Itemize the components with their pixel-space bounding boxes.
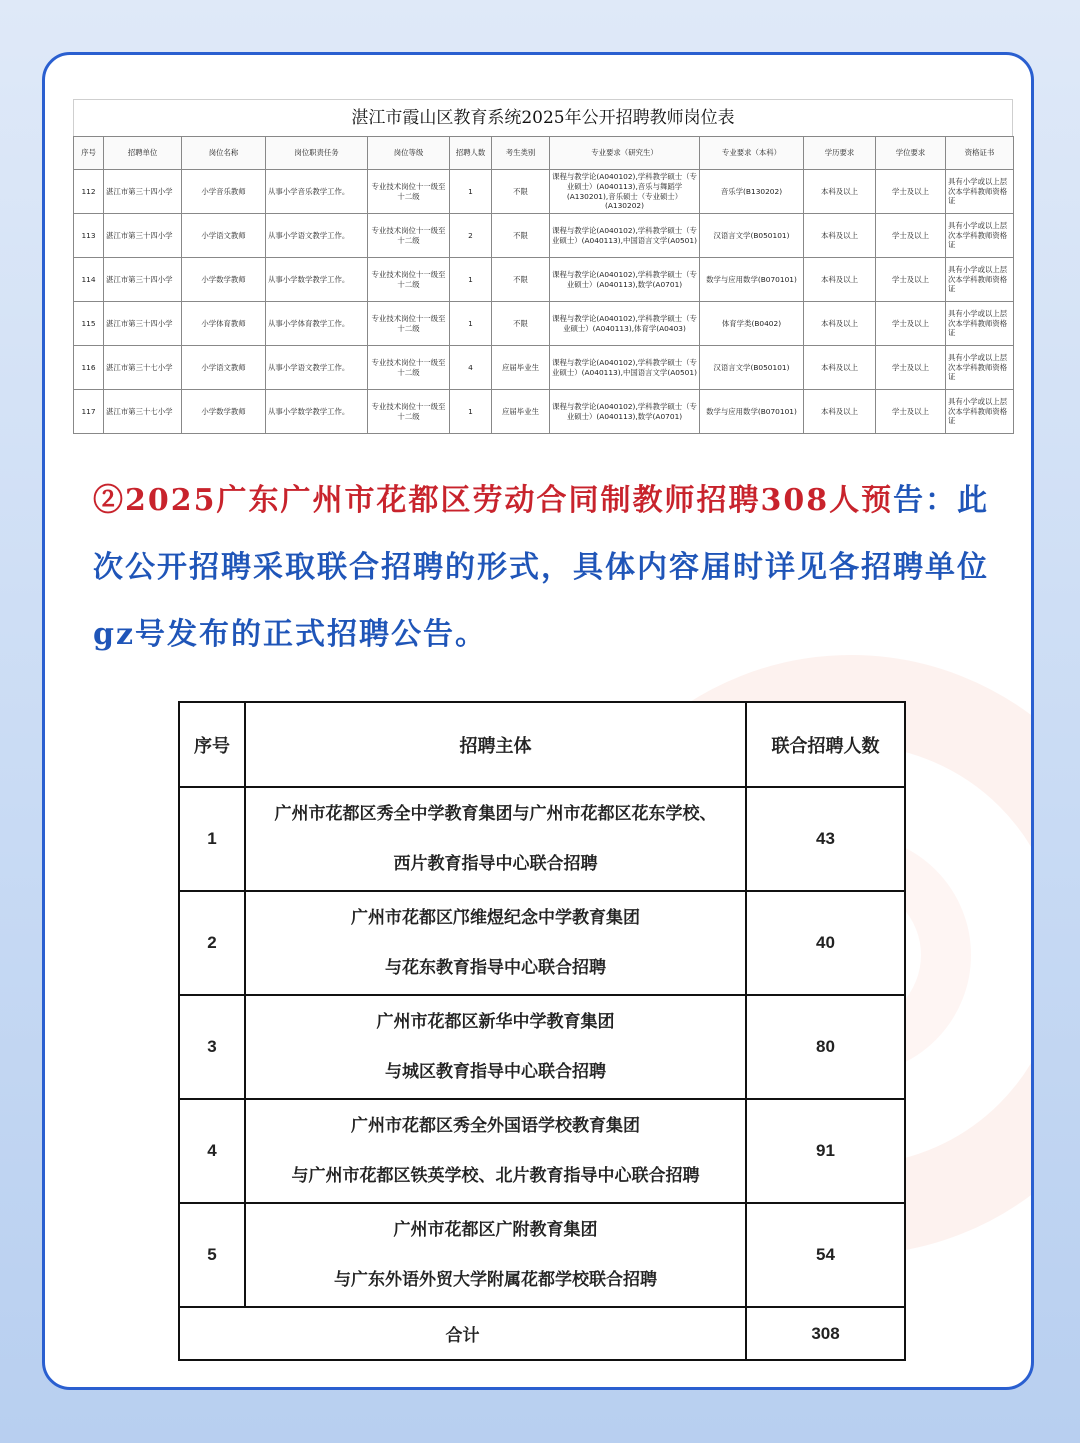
table-row [179, 1099, 905, 1203]
cell: 112 [74, 170, 104, 214]
cell: 小学语文教师 [182, 346, 266, 390]
table-header-row [74, 137, 1014, 170]
cell: 4 [450, 346, 492, 390]
col-header: 岗位等级 [368, 137, 450, 170]
recruit-count: 91 [746, 1099, 905, 1203]
col-header: 专业要求（本科） [700, 137, 804, 170]
cell: 1 [450, 302, 492, 346]
zhanjiang-table [73, 99, 1013, 434]
entity-line: 与花东教育指导中心联合招聘 [385, 958, 606, 977]
announcement-paragraph [93, 467, 1003, 668]
cell: 课程与教学论(A040102),学科教学硕士（专业硕士）(A040113),中国语言文学(A0501) [550, 346, 700, 390]
recruit-count: 40 [746, 891, 905, 995]
cell: 具有小学或以上层次本学科教师资格证 [946, 258, 1014, 302]
cell: 学士及以上 [876, 170, 946, 214]
cell: 体育学类(B0402) [700, 302, 804, 346]
cell: 不限 [492, 302, 550, 346]
cell: 应届毕业生 [492, 390, 550, 434]
col-header: 招聘单位 [104, 137, 182, 170]
table-header-row [179, 702, 905, 787]
announcement-body: 告：此次公开招聘采取联合招聘的形式，具体内容届时详见各招聘单位gz号发布的正式招聘公告。 [93, 483, 990, 652]
table-row [74, 170, 1014, 214]
cell: 小学数学教师 [182, 390, 266, 434]
cell: 课程与教学论(A040102),学科教学硕士（专业硕士）(A040113),中国语言文学(A0501) [550, 214, 700, 258]
table-row [74, 258, 1014, 302]
cell: 117 [74, 390, 104, 434]
cell: 学士及以上 [876, 346, 946, 390]
cell: 数学与应用数学(B070101) [700, 390, 804, 434]
entity-line: 西片教育指导中心联合招聘 [393, 854, 598, 873]
col-header-entity: 招聘主体 [245, 702, 746, 787]
huadu-recruitment-table [178, 701, 906, 1361]
row-number: 5 [179, 1203, 245, 1307]
row-number: 1 [179, 787, 245, 891]
col-header: 岗位职责任务 [266, 137, 368, 170]
col-header-no: 序号 [179, 702, 245, 787]
cell: 113 [74, 214, 104, 258]
cell: 114 [74, 258, 104, 302]
recruiting-entity [245, 1099, 746, 1203]
table-row [179, 891, 905, 995]
cell: 从事小学语文教学工作。 [266, 214, 368, 258]
row-number: 4 [179, 1099, 245, 1203]
cell: 从事小学语文教学工作。 [266, 346, 368, 390]
entity-line: 广州市花都区广附教育集团 [393, 1220, 598, 1239]
col-header: 学历要求 [804, 137, 876, 170]
cell: 应届毕业生 [492, 346, 550, 390]
table-row [74, 214, 1014, 258]
cell: 课程与教学论(A040102),学科教学硕士（专业硕士）(A040113),数学(A0701) [550, 390, 700, 434]
cell: 具有小学或以上层次本学科教师资格证 [946, 214, 1014, 258]
cell: 汉语言文学(B050101) [700, 214, 804, 258]
cell: 湛江市第三十四小学 [104, 302, 182, 346]
cell: 从事小学音乐教学工作。 [266, 170, 368, 214]
total-value: 308 [746, 1307, 905, 1360]
cell: 专业技术岗位十一级至十二级 [368, 346, 450, 390]
col-header: 资格证书 [946, 137, 1014, 170]
total-label: 合计 [179, 1307, 746, 1360]
cell: 小学音乐教师 [182, 170, 266, 214]
table-row [74, 302, 1014, 346]
entity-line: 与城区教育指导中心联合招聘 [385, 1062, 606, 1081]
cell: 小学语文教师 [182, 214, 266, 258]
col-header: 岗位名称 [182, 137, 266, 170]
cell: 1 [450, 170, 492, 214]
recruiting-entity [245, 1203, 746, 1307]
cell: 本科及以上 [804, 258, 876, 302]
cell: 学士及以上 [876, 258, 946, 302]
entity-line: 与广州市花都区铁英学校、北片教育指导中心联合招聘 [291, 1166, 700, 1185]
cell: 不限 [492, 258, 550, 302]
cell: 学士及以上 [876, 390, 946, 434]
recruiting-entity [245, 995, 746, 1099]
cell: 专业技术岗位十一级至十二级 [368, 390, 450, 434]
row-number: 3 [179, 995, 245, 1099]
cell: 1 [450, 258, 492, 302]
cell: 湛江市第三十四小学 [104, 214, 182, 258]
cell: 湛江市第三十七小学 [104, 390, 182, 434]
cell: 数学与应用数学(B070101) [700, 258, 804, 302]
cell: 小学体育教师 [182, 302, 266, 346]
cell: 学士及以上 [876, 302, 946, 346]
cell: 具有小学或以上层次本学科教师资格证 [946, 346, 1014, 390]
cell: 本科及以上 [804, 346, 876, 390]
cell: 本科及以上 [804, 302, 876, 346]
entity-line: 广州市花都区新华中学教育集团 [376, 1012, 615, 1031]
cell: 专业技术岗位十一级至十二级 [368, 258, 450, 302]
cell: 本科及以上 [804, 390, 876, 434]
col-header-count: 联合招聘人数 [746, 702, 905, 787]
cell: 具有小学或以上层次本学科教师资格证 [946, 302, 1014, 346]
recruit-count: 43 [746, 787, 905, 891]
cell: 从事小学体育教学工作。 [266, 302, 368, 346]
cell: 115 [74, 302, 104, 346]
entity-line: 与广东外语外贸大学附属花都学校联合招聘 [334, 1270, 657, 1289]
col-header: 序号 [74, 137, 104, 170]
row-number: 2 [179, 891, 245, 995]
table-row [179, 787, 905, 891]
cell: 具有小学或以上层次本学科教师资格证 [946, 170, 1014, 214]
col-header: 招聘人数 [450, 137, 492, 170]
table-row [74, 346, 1014, 390]
col-header: 考生类别 [492, 137, 550, 170]
zhanjiang-position-table [73, 136, 1014, 434]
col-header: 专业要求（研究生） [550, 137, 700, 170]
cell: 小学数学教师 [182, 258, 266, 302]
cell: 学士及以上 [876, 214, 946, 258]
announcement-headline: ②2025广东广州市花都区劳动合同制教师招聘308人预 [93, 483, 894, 518]
cell: 从事小学数学教学工作。 [266, 258, 368, 302]
cell: 不限 [492, 170, 550, 214]
total-row [179, 1307, 905, 1360]
entity-line: 广州市花都区秀全外国语学校教育集团 [351, 1116, 640, 1135]
entity-line: 广州市花都区邝维煜纪念中学教育集团 [351, 908, 640, 927]
recruiting-entity [245, 787, 746, 891]
cell: 湛江市第三十四小学 [104, 170, 182, 214]
recruit-count: 80 [746, 995, 905, 1099]
zhanjiang-table-title: 湛江市霞山区教育系统2025年公开招聘教师岗位表 [73, 99, 1013, 136]
table-row [179, 1203, 905, 1307]
recruiting-entity [245, 891, 746, 995]
cell: 从事小学数学教学工作。 [266, 390, 368, 434]
cell: 专业技术岗位十一级至十二级 [368, 214, 450, 258]
cell: 课程与教学论(A040102),学科教学硕士（专业硕士）(A040113),数学(A0701) [550, 258, 700, 302]
cell: 本科及以上 [804, 214, 876, 258]
cell: 湛江市第三十四小学 [104, 258, 182, 302]
table-row [74, 390, 1014, 434]
recruit-count: 54 [746, 1203, 905, 1307]
cell: 汉语言文学(B050101) [700, 346, 804, 390]
cell: 专业技术岗位十一级至十二级 [368, 170, 450, 214]
table-row [179, 995, 905, 1099]
content-card [42, 52, 1034, 1390]
cell: 湛江市第三十七小学 [104, 346, 182, 390]
cell: 专业技术岗位十一级至十二级 [368, 302, 450, 346]
entity-line: 广州市花都区秀全中学教育集团与广州市花都区花东学校、 [274, 804, 717, 823]
cell: 音乐学(B130202) [700, 170, 804, 214]
cell: 具有小学或以上层次本学科教师资格证 [946, 390, 1014, 434]
cell: 116 [74, 346, 104, 390]
col-header: 学位要求 [876, 137, 946, 170]
cell: 2 [450, 214, 492, 258]
cell: 课程与教学论(A040102),学科教学硕士（专业硕士）(A040113),体育学(A0403) [550, 302, 700, 346]
cell: 不限 [492, 214, 550, 258]
cell: 本科及以上 [804, 170, 876, 214]
cell: 1 [450, 390, 492, 434]
cell: 课程与教学论(A040102),学科教学硕士（专业硕士）(A040113),音乐与舞蹈学(A130201),音乐硕士（专业硕士）(A130202) [550, 170, 700, 214]
